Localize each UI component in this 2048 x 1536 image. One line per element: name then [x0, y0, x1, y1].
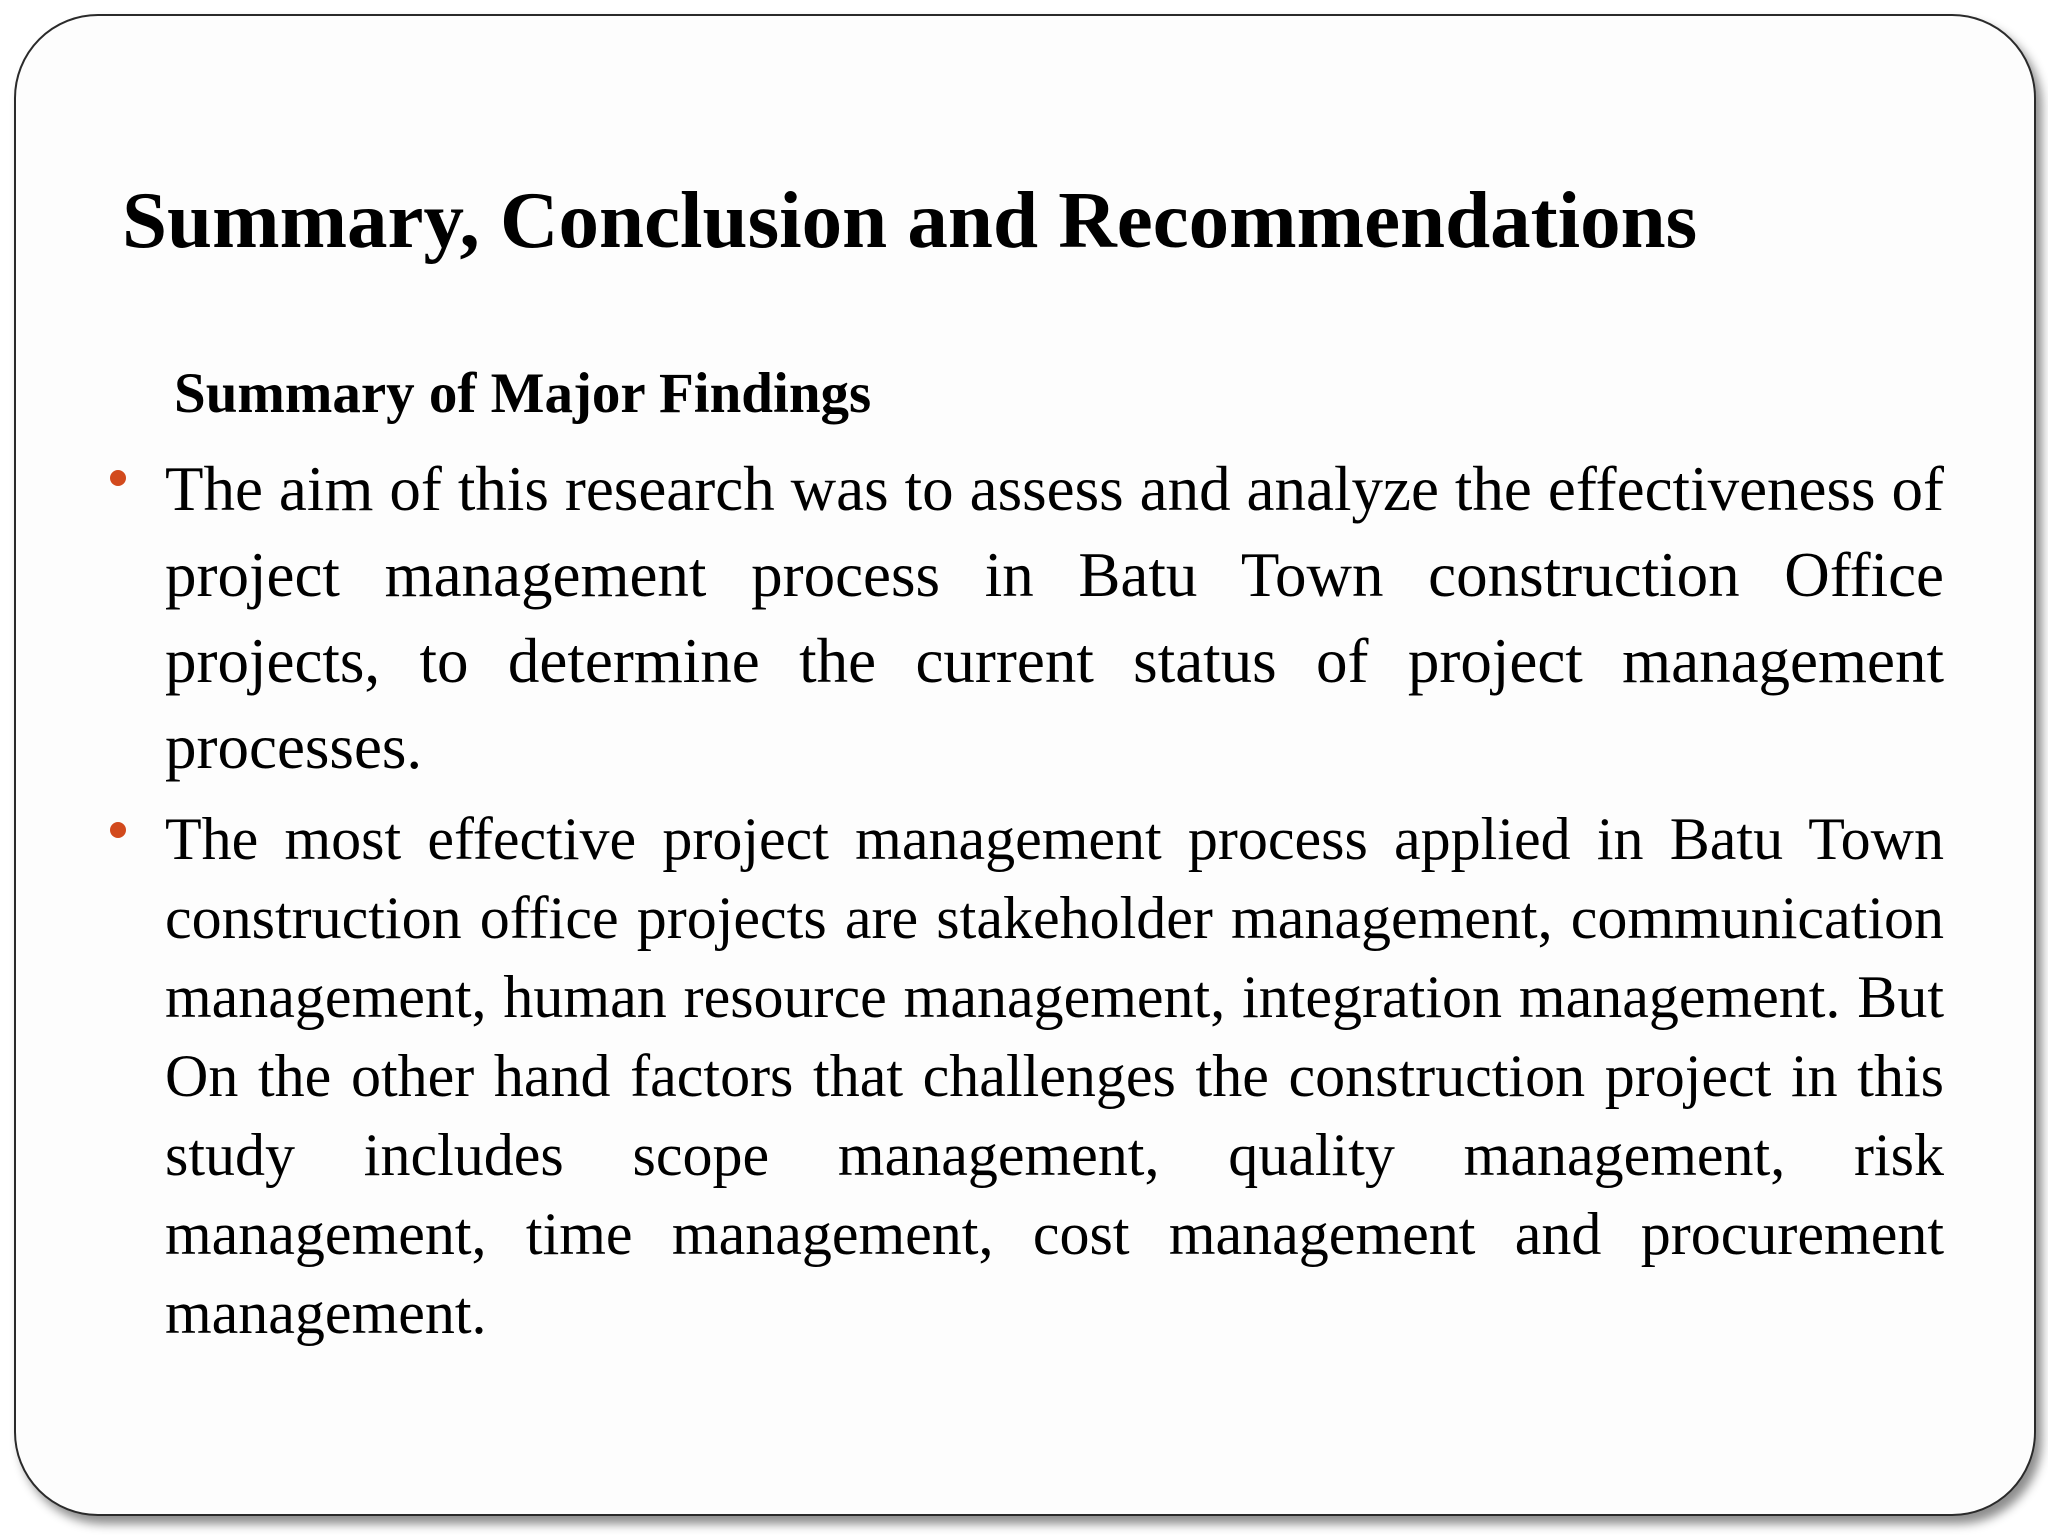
bullet-text-findings: The most effective project management process applied in Batu Town construction office projects are stakeholder management, communication management, human resource management, integration management. But On the other hand factors that challenges the construction project in this study includes scope management, quality management, risk management, time management, cost management and procurement management. [165, 806, 1944, 1346]
section-subtitle: Summary of Major Findings [174, 362, 872, 425]
slide-frame [14, 14, 2036, 1516]
bullet-dot-icon [110, 470, 126, 486]
findings-bullet-list [106, 446, 1944, 1353]
slide-title: Summary, Conclusion and Recommendations [122, 175, 1698, 265]
bullet-item-aim [106, 446, 1944, 790]
bullet-text-aim: The aim of this research was to assess and analyze the effectiveness of project management process in Batu Town construction Office projects, to determine the current status of project management processes. [165, 454, 1944, 782]
bullet-item-findings [106, 800, 1944, 1353]
bullet-dot-icon [110, 822, 126, 838]
